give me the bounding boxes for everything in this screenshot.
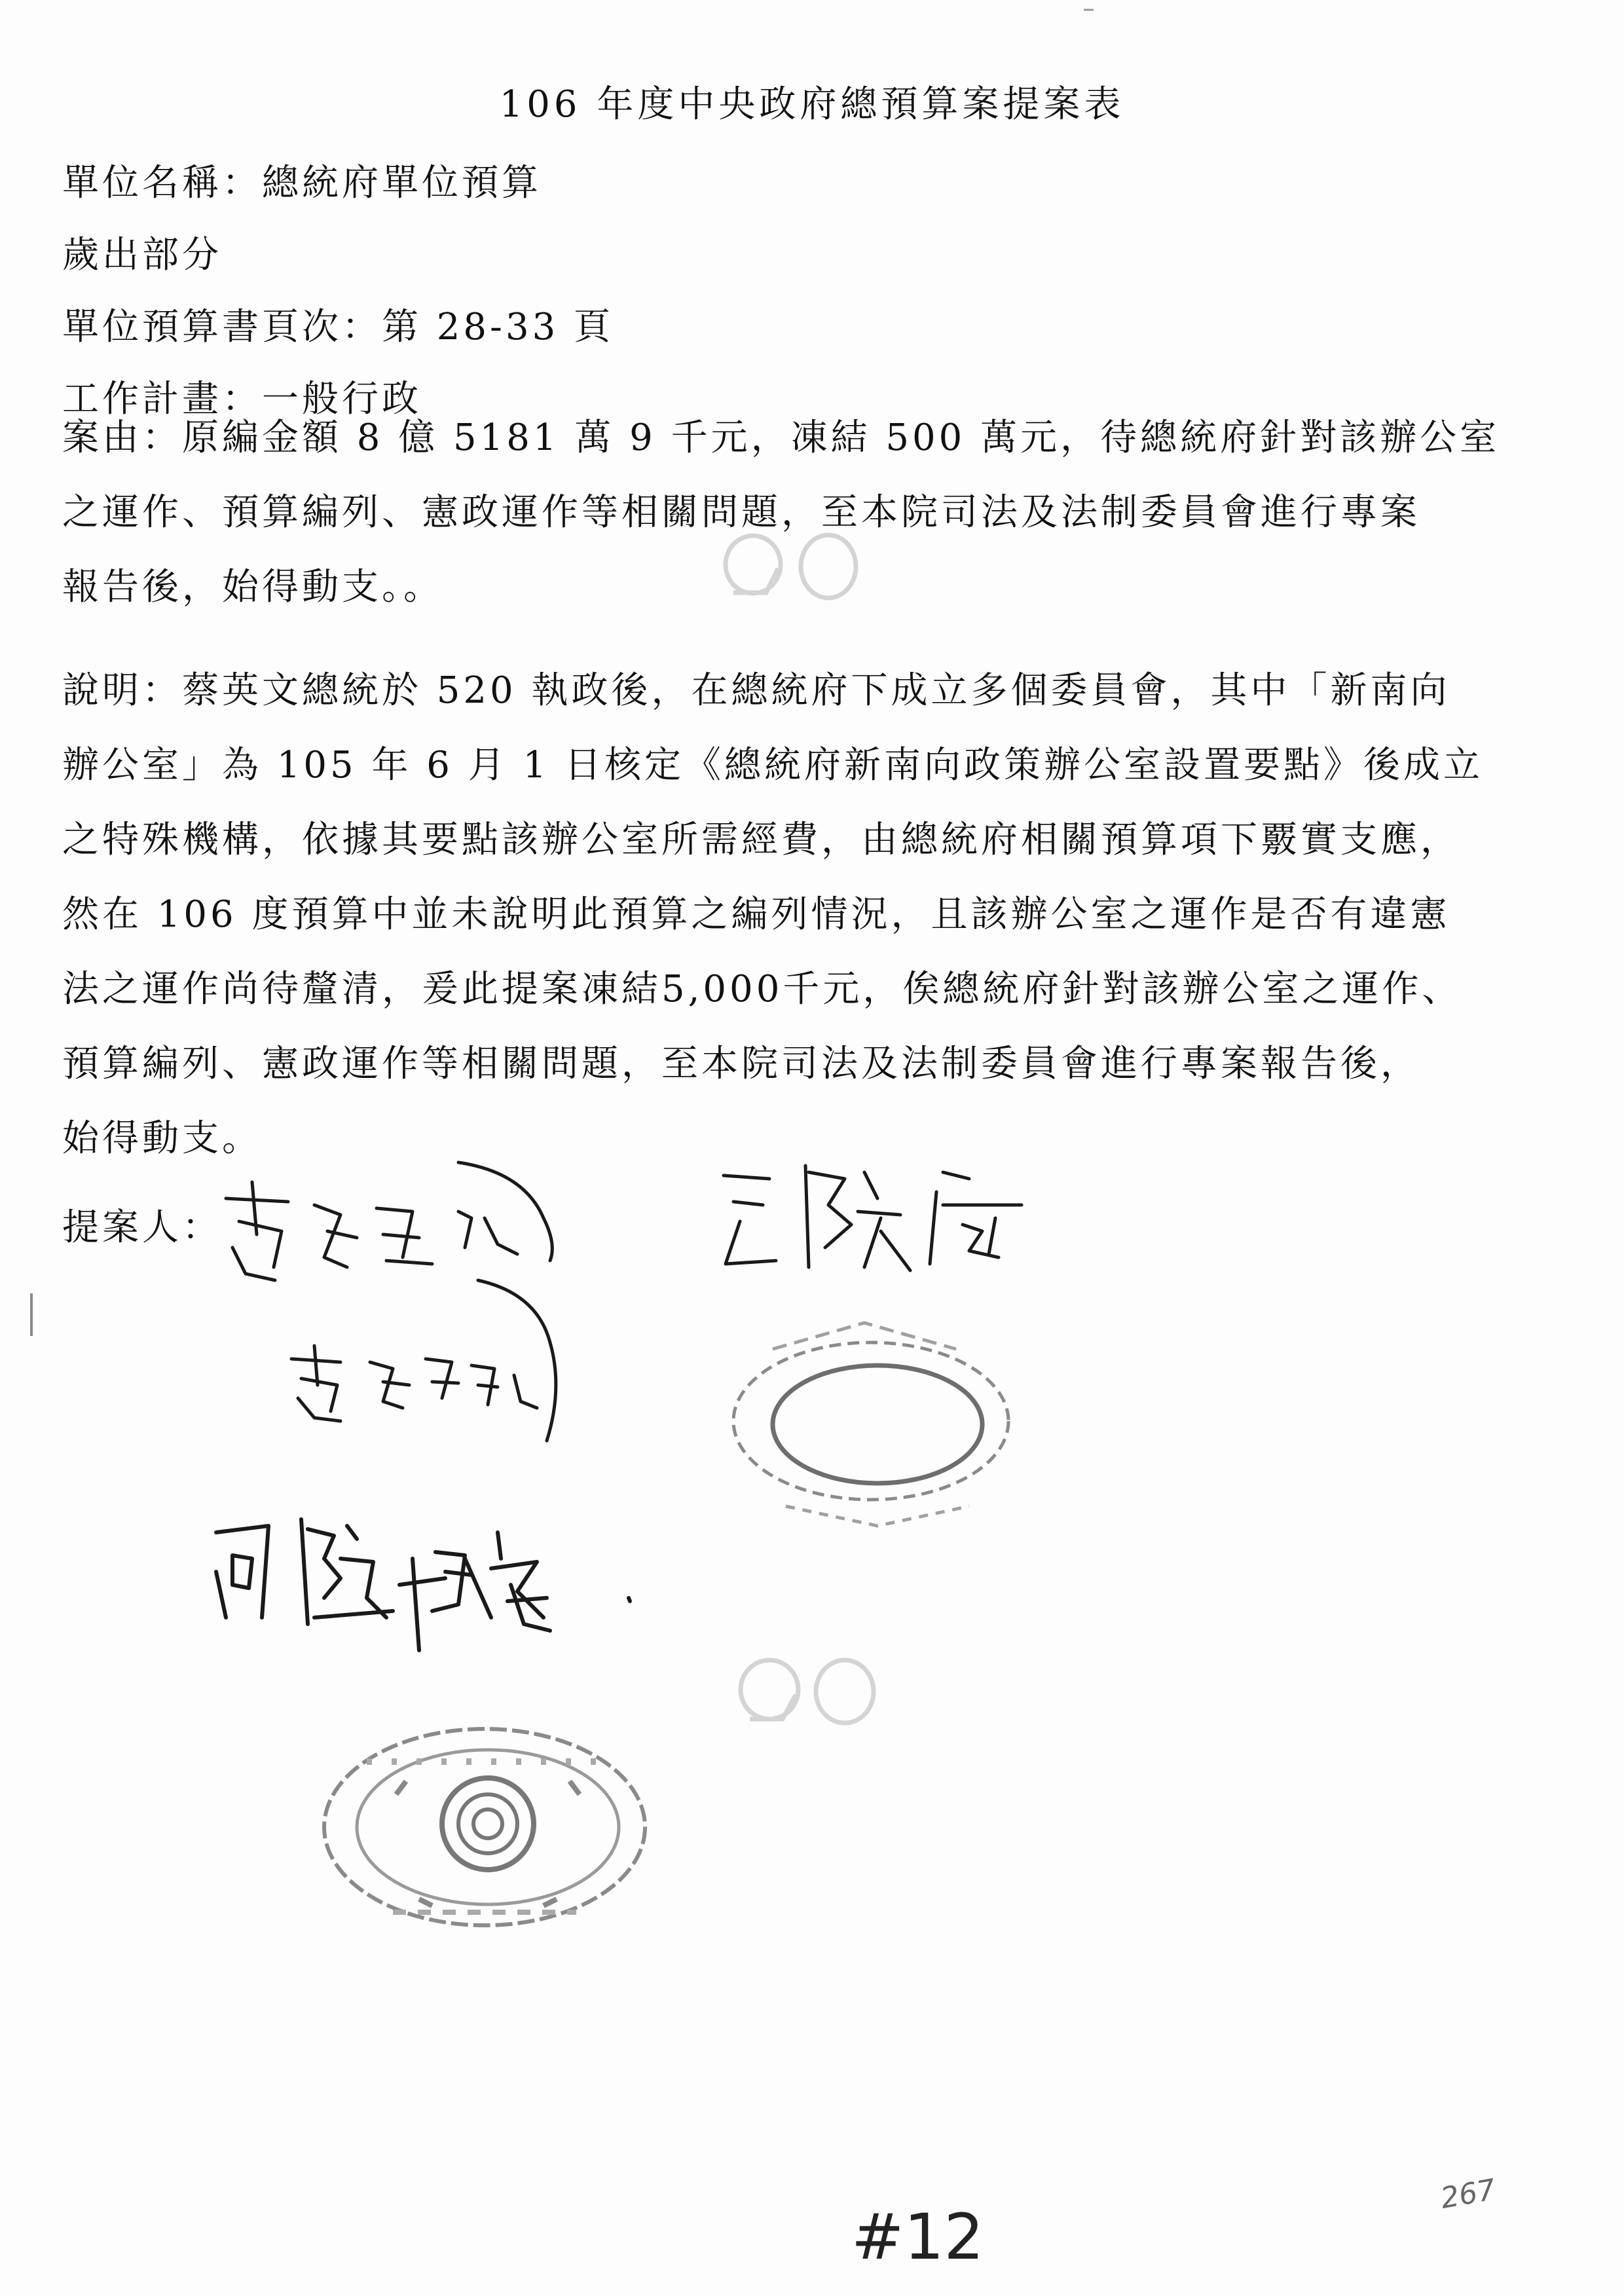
- signature-proposer-3: [291, 1280, 556, 1441]
- case-reason-line: 之運作、預算編列、憲政運作等相關問題，至本院司法及法制委員會進行專案: [62, 491, 1420, 534]
- document-title: 106 年度中央政府總預算案提案表: [499, 83, 1125, 126]
- explanation-line: 法之運作尚待釐清，爰此提案凍結5,000千元，俟總統府針對該辦公室之運作、: [62, 968, 1462, 1010]
- case-reason: [62, 401, 1522, 625]
- signature-proposer-2: [724, 1166, 1022, 1270]
- explanation-line: 預算編列、憲政運作等相關問題，至本院司法及法制委員會進行專案報告後，: [62, 1043, 1420, 1085]
- page-number: 267: [1438, 2173, 1498, 2215]
- work-plan: 工作計畫：一般行政: [62, 378, 422, 420]
- signature-proposer-4: [216, 1519, 630, 1650]
- explanation-line: 始得動支。: [62, 1117, 262, 1160]
- proposer-label: 提案人：: [62, 1206, 222, 1249]
- explanation-line: 說明：蔡英文總統於 520 執政後，在總統府下成立多個委員會，其中「新南向: [62, 669, 1450, 712]
- budget-page-reference: 單位預算書頁次：第 28-33 頁: [62, 306, 614, 348]
- case-reason-line: 案由：原編金額 8 億 5181 萬 9 千元，凍結 500 萬元，待總統府針對該辦公室: [62, 417, 1500, 459]
- explanation-line: 辦公室」為 105 年 6 月 1 日核定《總統府新南向政策辦公室設置要點》後成立: [62, 744, 1483, 787]
- expenditure-section: 歲出部分: [62, 234, 222, 276]
- signature-proposer-1: [226, 1162, 552, 1280]
- unit-name: 單位名稱：總統府單位預算: [62, 162, 542, 204]
- official-seal-stamp-2: [324, 1729, 645, 1925]
- watermark-90-bottom: [741, 1660, 874, 1723]
- explanation-line: 然在 106 度預算中並未說明此預算之編列情況，且該辦公室之運作是否有違憲: [62, 893, 1450, 936]
- case-reason-line: 報告後，始得動支。。: [62, 566, 443, 608]
- explanation: [62, 654, 1522, 1176]
- handwritten-item-number: #12: [851, 2200, 984, 2274]
- official-seal-stamp-1: [733, 1323, 1008, 1526]
- explanation-line: 之特殊機構，依據其要點該辦公室所需經費，由總統府相關預算項下覈實支應，: [62, 819, 1460, 861]
